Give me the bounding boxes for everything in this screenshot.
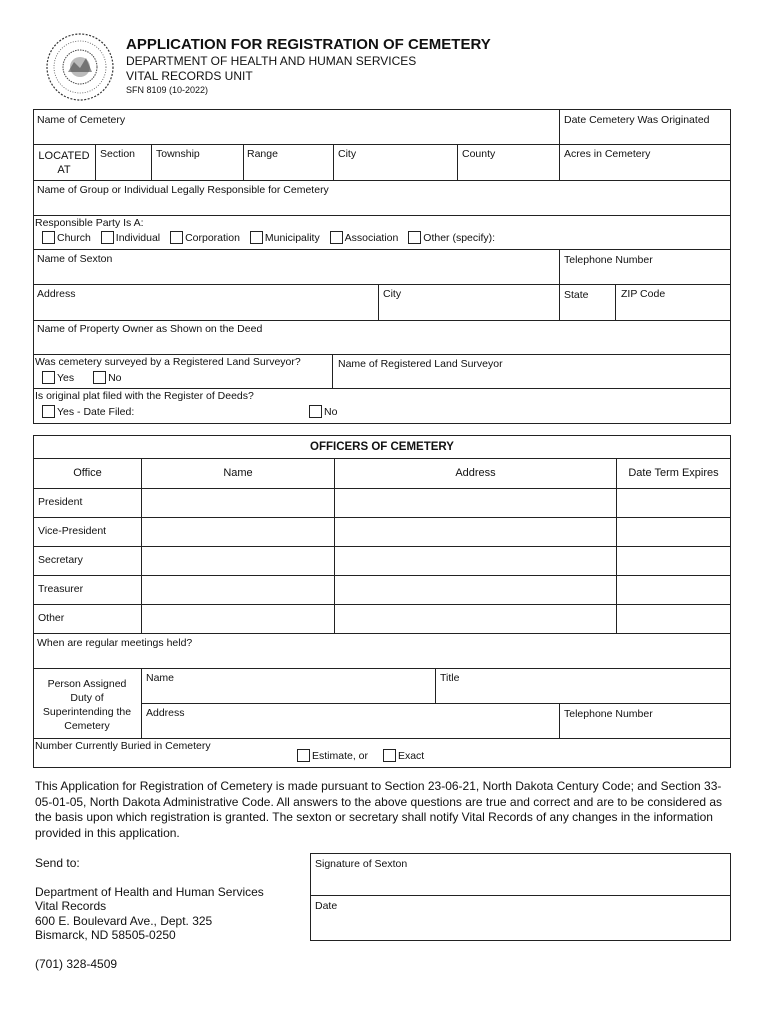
church-checkbox[interactable] [42,231,55,244]
send-to-phone: (701) 328-4509 [35,957,118,971]
other-checkbox[interactable] [408,231,421,244]
range-field[interactable] [244,161,332,179]
send-to-line1: Department of Health and Human Services [35,885,264,899]
section-field[interactable] [96,161,150,179]
officer-address-field[interactable] [335,489,616,516]
acres-field[interactable] [560,161,730,179]
legal-statement: This Application for Registration of Cemetery is made pursuant to Section 23-06-21, North Dakota Century Code; and Section 33-05-01-05, North Dakota Administrative Code. All answers to the above questions are true and correct and are to be considered as the basis upon which registration is granted. The sexton or secretary shall notify Vital Records of any changes in the information provided in this application. [35,779,723,840]
association-checkbox[interactable] [330,231,343,244]
buried-count-label: Number Currently Buried in Cemetery [35,740,211,752]
state-label: State [564,289,589,301]
date-originated-field[interactable] [560,126,730,143]
responsible-name-label: Name of Group or Individual Legally Responsible for Cemetery [37,184,329,196]
city2-field[interactable] [379,301,558,319]
corporation-checkbox[interactable] [170,231,183,244]
surveyed-no-option[interactable]: No [93,371,121,384]
date-label: Date [315,900,338,912]
section-label: Section [100,148,136,160]
col-address-header: Address [455,467,496,479]
officer-row-vice-president: Vice-President [38,525,107,537]
col-date-header: Date Term Expires [628,467,719,479]
zip-label: ZIP Code [621,288,666,300]
superintendent-name-field[interactable] [142,685,434,702]
zip-field[interactable] [616,301,730,319]
plat-yes-option[interactable]: Yes - Date Filed: [42,405,134,418]
name-of-cemetery-label: Name of Cemetery [37,114,126,126]
surveyed-options [42,371,129,384]
plat-question: Is original plat filed with the Register of Deeds? [35,390,254,402]
superintendent-name-label: Name [146,672,175,684]
address-field[interactable] [34,301,377,319]
officers-title: OFFICERS OF CEMETERY [310,441,454,453]
church-option[interactable]: Church [42,231,91,244]
city-label: City [338,148,357,160]
unit-name: VITAL RECORDS UNIT [126,69,253,83]
estimate-option[interactable]: Estimate, or [297,749,368,762]
association-option[interactable]: Association [330,231,399,244]
col-name-header: Name [223,467,253,479]
officer-date-field[interactable] [617,489,730,516]
department-name: DEPARTMENT OF HEALTH AND HUMAN SERVICES [126,54,417,68]
other-option[interactable]: Other (specify): [408,231,495,244]
corporation-option[interactable]: Corporation [170,231,240,244]
estimate-checkbox[interactable] [297,749,310,762]
officer-row-president: President [38,496,83,508]
date-field[interactable] [311,913,730,940]
sexton-name-field[interactable] [34,266,558,283]
responsible-name-field[interactable] [34,197,730,214]
send-to-line3: 600 E. Boulevard Ave., Dept. 325 [35,914,213,928]
surveyed-yes-option[interactable]: Yes [42,371,74,384]
responsible-party-label: Responsible Party Is A: [35,217,144,229]
plat-no-checkbox[interactable] [309,405,322,418]
meetings-field[interactable] [34,650,730,667]
signature-field[interactable] [311,871,730,894]
form-title: APPLICATION FOR REGISTRATION OF CEMETERY [126,36,491,53]
officer-row-treasurer: Treasurer [38,583,84,595]
plat-yes-checkbox[interactable] [42,405,55,418]
exact-checkbox[interactable] [383,749,396,762]
sexton-name-label: Name of Sexton [37,253,113,265]
individual-checkbox[interactable] [101,231,114,244]
telephone-field[interactable] [560,266,730,283]
form-number: SFN 8109 (10-2022) [126,85,209,95]
individual-option[interactable]: Individual [101,231,160,244]
responsible-party-options [42,231,502,244]
person-assigned-label: Person Assigned Duty of Superintending the Cemetery [42,678,132,732]
meetings-question: When are regular meetings held? [37,637,193,649]
officer-row-secretary: Secretary [38,554,83,566]
superintendent-address-field[interactable] [142,720,558,737]
municipality-option[interactable]: Municipality [250,231,320,244]
surveyed-yes-checkbox[interactable] [42,371,55,384]
col-office-header: Office [73,467,102,479]
surveyed-question: Was cemetery surveyed by a Registered Land Surveyor? [35,356,301,368]
superintendent-address-label: Address [146,707,185,719]
property-owner-label: Name of Property Owner as Shown on the Deed [37,323,263,335]
state-field[interactable] [560,301,614,319]
plat-date-field[interactable] [146,404,306,420]
surveyor-name-field[interactable] [333,371,730,387]
acres-label: Acres in Cemetery [564,148,651,160]
send-to-line4: Bismarck, ND 58505-0250 [35,928,176,942]
address-label: Address [37,288,76,300]
officer-name-field[interactable] [142,489,334,516]
property-owner-field[interactable] [34,336,730,353]
buried-count-options [297,749,431,762]
state-seal [44,32,116,102]
county-field[interactable] [458,161,558,179]
located-at-label: LOCATED AT [38,150,90,176]
plat-no-option[interactable]: No [309,405,337,418]
township-label: Township [156,148,200,160]
superintendent-title-label: Title [440,672,460,684]
range-label: Range [247,148,278,160]
township-field[interactable] [152,161,242,179]
county-label: County [462,148,496,160]
surveyed-no-checkbox[interactable] [93,371,106,384]
send-to-line2: Vital Records [35,899,107,913]
telephone-label: Telephone Number [564,254,653,266]
officer-row-other: Other [38,612,65,624]
plat-options [42,405,141,418]
exact-option[interactable]: Exact [383,749,424,762]
signature-label: Signature of Sexton [315,858,408,870]
send-to-label: Send to: [35,856,80,870]
city-field[interactable] [334,161,456,179]
surveyor-name-label: Name of Registered Land Surveyor [338,358,503,370]
date-originated-label: Date Cemetery Was Originated [564,114,710,126]
municipality-checkbox[interactable] [250,231,263,244]
name-of-cemetery-field[interactable] [34,126,558,143]
superintendent-title-field[interactable] [436,685,730,702]
superintendent-telephone-field[interactable] [560,720,730,737]
city2-label: City [383,288,402,300]
superintendent-telephone-label: Telephone Number [564,708,653,720]
